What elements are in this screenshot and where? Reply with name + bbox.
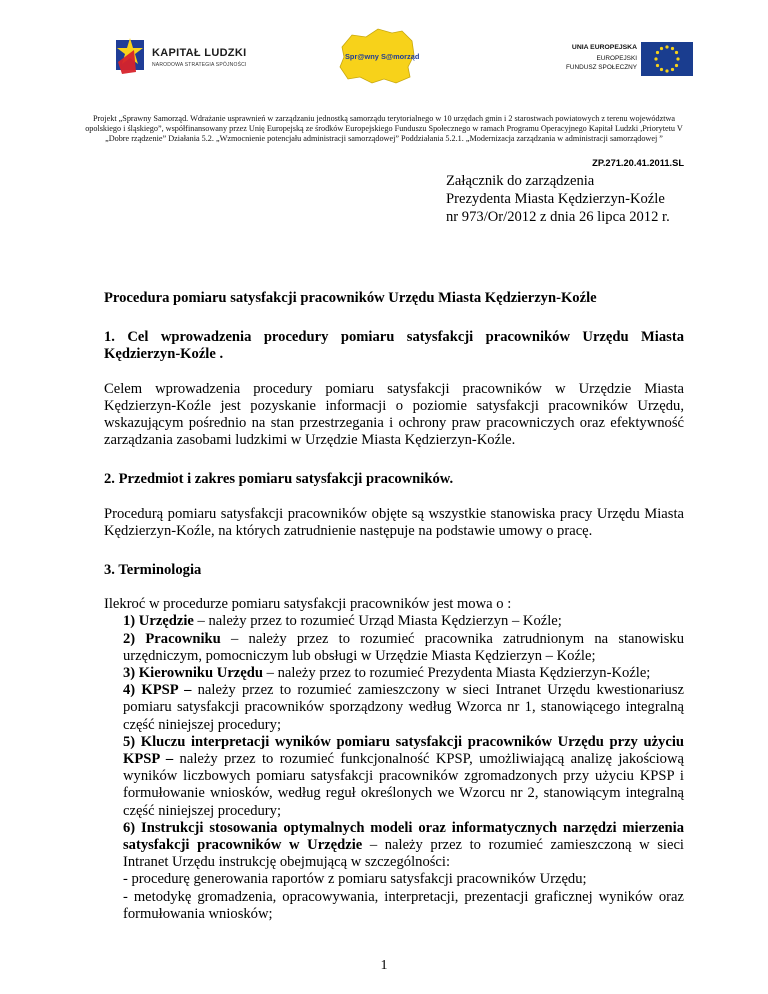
list-item	[123, 820, 684, 872]
list-item-term: 2) Pracowniku	[123, 630, 221, 647]
sprawny-samorzad-logo	[334, 27, 420, 85]
section-3-heading: 3. Terminologia	[104, 562, 202, 579]
eu-name: UNIA EUROPEJSKA	[571, 44, 637, 51]
eu-flag-icon	[641, 42, 693, 76]
list-item	[123, 682, 684, 734]
annex-line-1: Załącznik do zarządzenia	[446, 173, 595, 189]
section-2-heading: 2. Przedmiot i zakres pomiaru satysfakcji pracowników.	[104, 471, 454, 488]
list-item-term: 1) Urzędzie	[123, 613, 194, 630]
list-item-definition: należy przez to rozumieć zamieszczony w sieci Intranet Urzędu kwestionariusz pomiaru satysfakcji pracowników sporządzony według Wzorca nr 1, stanowiącego integralną część niniejszej procedury;	[123, 682, 684, 733]
kapital-ludzki-subtitle: NARODOWA STRATEGIA SPÓJNOŚCI	[152, 62, 247, 68]
list-subitem: - metodykę gromadzenia, opracowywania, interpretacji, prezentacji graficznej wyników oraz formułowania wniosków;	[123, 888, 684, 922]
list-item-definition: – należy przez to rozumieć pracownika zatrudnionym na stanowisku urzędniczym, pomocniczym lub obsługi w Urzędzie Miasta Kędzierzyn – Koźle;	[123, 630, 684, 664]
annex-line-3: nr 973/Or/2012 z dnia 26 lipca 2012 r.	[446, 209, 670, 225]
list-subitem: - procedurę generowania raportów z pomiaru satysfakcji pracowników Urzędu;	[123, 871, 587, 888]
list-item-definition: należy przez to rozumieć funkcjonalność KPSP, umożliwiającą analizę jakościową wyników liczbowych pomiaru satysfakcji pracowników zgromadzonych przy użyciu KPSP i formułowanie wniosków, według reguł określonych we Wzorcu nr 2, stanowiącym integralną część niniejszej procedury;	[123, 751, 684, 819]
annex-line-2: Prezydenta Miasta Kędzierzyn-Koźle	[446, 191, 665, 207]
terminology-list	[104, 613, 684, 923]
list-item-definition: – należy przez to rozumieć zamieszczoną w sieci Intranet Urzędu instrukcję obejmującą w szczególności:	[123, 837, 684, 871]
project-note: Projekt „Sprawny Samorząd. Wdrażanie usprawnień w zarządzaniu jednostką samorządu terytorialnego w 10 urzędach gmin i 2 starostwach powiatowych z terenu województwa opolskiego i śląskiego”, współfinansowany przez Unię Europejską ze środków Europejskiego Funduszu Społecznego w ramach Programu Operacyjnego Kapitał Ludzki ,Priorytetu V „Dobre rządzenie” Działania 5.2. „Wzmocnienie potencjału administracji samorządowej” Poddziałania 5.2.1. „Modernizacja zarządzania w administracji samorządowej ”	[85, 114, 683, 143]
list-item-term: 3) Kierowniku Urzędu	[123, 665, 263, 682]
eu-fund-line1: EUROPEJSKI	[596, 55, 637, 62]
list-item-term: 4) KPSP –	[123, 682, 192, 699]
eu-fund-line2: FUNDUSZ SPOŁECZNY	[565, 64, 637, 71]
list-item	[123, 734, 684, 820]
eu-logo	[545, 40, 695, 80]
document-body	[104, 290, 684, 923]
document-title: Procedura pomiaru satysfakcji pracowników Urzędu Miasta Kędzierzyn-Koźle	[104, 290, 597, 306]
list-item	[123, 665, 684, 682]
sprawny-samorzad-text: Spr@wny S@morząd	[345, 52, 420, 61]
list-item	[123, 613, 684, 630]
list-item-term: 5) Kluczu interpretacji wyników pomiaru satysfakcji pracowników Urzędu przy użyciu KPSP –	[123, 733, 684, 768]
list-item-definition: – należy przez to rozumieć Prezydenta Miasta Kędzierzyn-Koźle;	[263, 665, 651, 682]
kapital-ludzki-logo	[114, 34, 254, 80]
section-1-text: Celem wprowadzenia procedury pomiaru satysfakcji pracowników w Urzędzie Miasta Kędzierzyn-Koźle jest pozyskanie informacji o poziomie satysfakcji pracowników Urzędu, wskazującym pośrednio na stan przestrzegania i ochrony praw pracowniczych oraz efektywność zarządzania zasobami ludzkimi w Urzędzie Miasta Kędzierzyn-Koźle.	[104, 380, 684, 449]
kapital-ludzki-emblem-icon	[114, 36, 148, 76]
section-1-heading: 1. Cel wprowadzenia procedury pomiaru satysfakcji pracowników Urzędu Miasta Kędzierzyn-Koźle .	[104, 329, 684, 363]
list-item	[123, 631, 684, 665]
section-3-intro: Ilekroć w procedurze pomiaru satysfakcji pracowników jest mowa o :	[104, 596, 512, 613]
list-item-definition: – należy przez to rozumieć Urząd Miasta Kędzierzyn – Koźle;	[193, 613, 562, 630]
page-number: 1	[380, 958, 388, 973]
list-item-term: 6) Instrukcji stosowania optymalnych modeli oraz informatycznych narzędzi mierzenia satysfakcji pracowników w Urzędzie	[123, 819, 684, 854]
kapital-ludzki-name: KAPITAŁ LUDZKI	[152, 47, 247, 59]
section-2-text: Procedurą pomiaru satysfakcji pracowników objęte są wszystkie stanowiska pracy Urzędu Miasta Kędzierzyn-Koźle, na których zatrudnienie następuje na podstawie umowy o pracę.	[104, 505, 684, 539]
annex-block	[446, 172, 670, 226]
document-reference: ZP.271.20.41.2011.SL	[592, 158, 684, 168]
